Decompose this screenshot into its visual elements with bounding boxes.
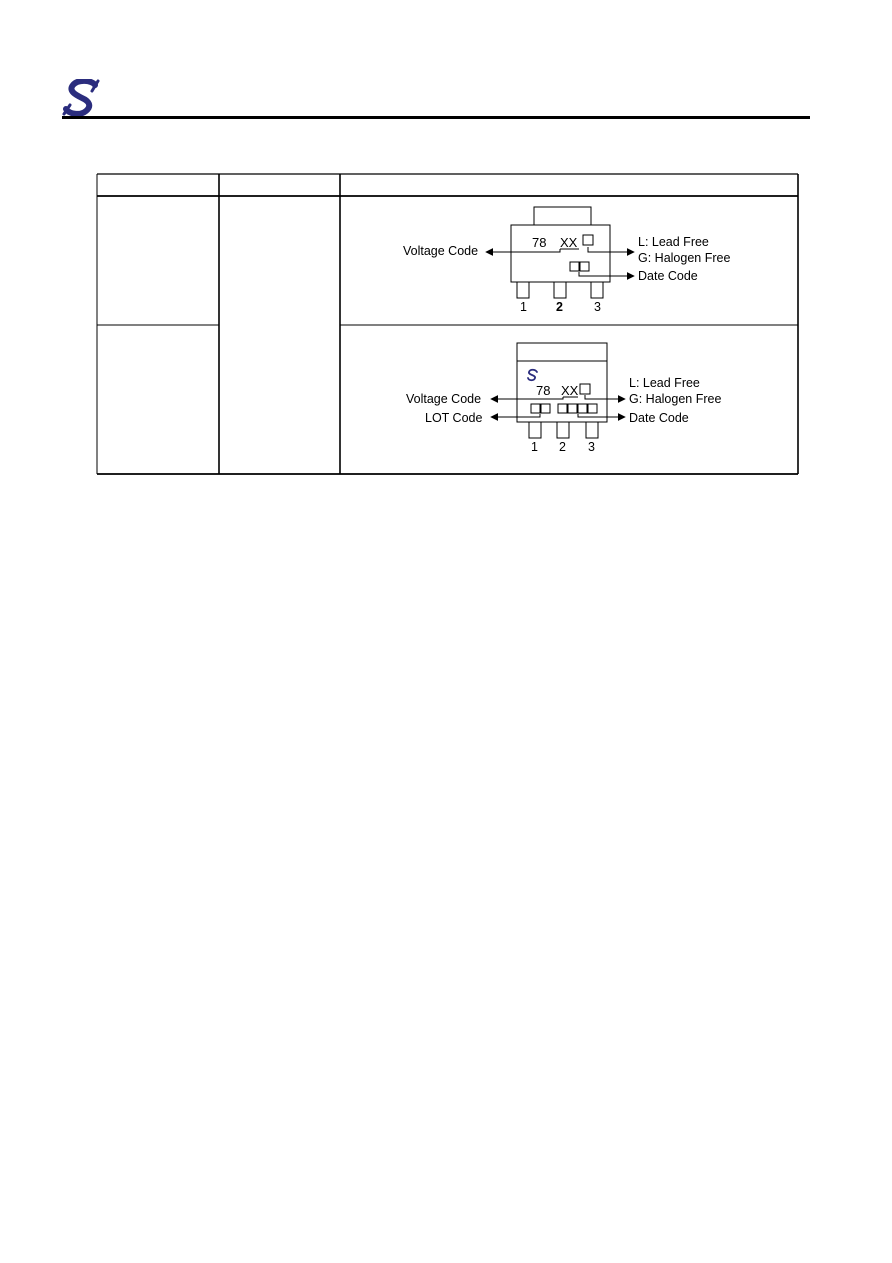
halogen-box-1 (583, 235, 593, 245)
voltage-placeholder-1: XX (560, 235, 578, 250)
pin-label-2-3: 3 (588, 440, 595, 454)
voltage-placeholder-2: XX (561, 383, 579, 398)
lot-box-2a (531, 404, 540, 413)
date-box-1a (570, 262, 579, 271)
date-box-2c (578, 404, 587, 413)
halogen-free-label-1: G: Halogen Free (638, 251, 731, 265)
marking-diagram-2 (406, 343, 721, 454)
date-code-label-2: Date Code (629, 411, 689, 425)
voltage-code-label-1: Voltage Code (403, 244, 479, 258)
pin-label-1-2: 2 (556, 300, 563, 314)
lead-free-label-1: L: Lead Free (638, 235, 709, 249)
date-box-2d (588, 404, 597, 413)
date-box-2b (568, 404, 577, 413)
table-grid (97, 174, 798, 474)
pin-label-2-1: 1 (531, 440, 538, 454)
pin-label-2-2: 2 (559, 440, 566, 454)
pin-label-1-3: 3 (594, 300, 601, 314)
lot-code-label-2: LOT Code (425, 411, 483, 425)
part-code-1: 78 (532, 235, 547, 250)
date-box-1b (580, 262, 589, 271)
marking-diagram-1 (403, 207, 730, 314)
pin-label-1-1: 1 (520, 300, 527, 314)
voltage-code-label-2: Voltage Code (406, 392, 482, 406)
date-box-2a (558, 404, 567, 413)
lot-box-2b (541, 404, 550, 413)
lead-free-label-2: L: Lead Free (629, 376, 700, 390)
date-code-label-1: Date Code (638, 269, 698, 283)
part-code-2: 78 (536, 383, 551, 398)
halogen-box-2 (580, 384, 590, 394)
halogen-free-label-2: G: Halogen Free (629, 392, 722, 406)
